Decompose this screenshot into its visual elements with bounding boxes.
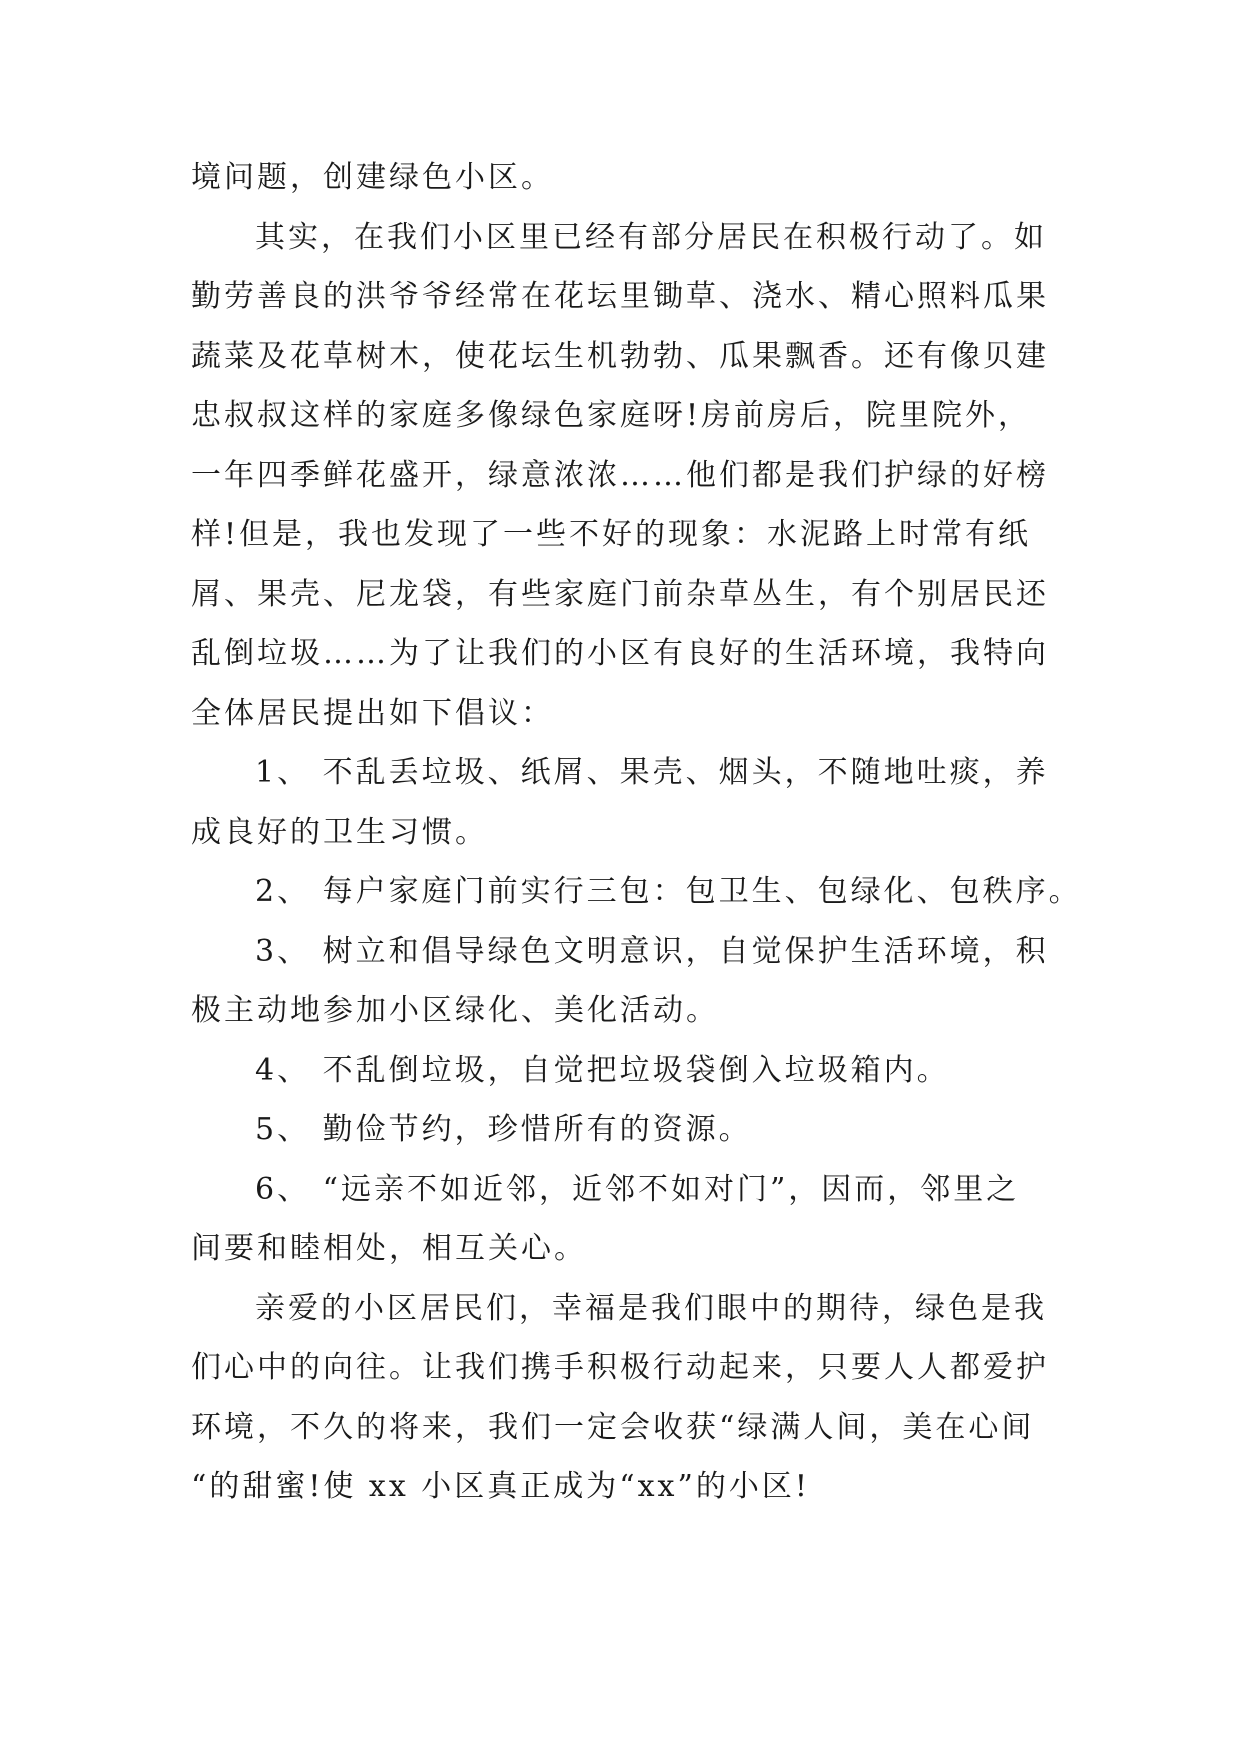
text-line: 屑、果壳、尼龙袋，有些家庭门前杂草丛生，有个别居民还 bbox=[191, 576, 1049, 612]
text-line: 们心中的向往。让我们携手积极行动起来，只要人人都爱护 bbox=[191, 1350, 1049, 1385]
text-line: 境问题，创建绿色小区。 bbox=[191, 160, 554, 195]
text-line: 乱倒垃圾……为了让我们的小区有良好的生活环境，我特向 bbox=[191, 636, 1049, 671]
list-item-1: 1、 不乱丢垃圾、纸屑、果壳、烟头，不随地吐痰，养 bbox=[255, 755, 1049, 790]
text-line: 成良好的卫生习惯。 bbox=[191, 814, 488, 850]
text-line: 环境，不久的将来，我们一定会收获“绿满人间，美在心间 bbox=[191, 1409, 1035, 1445]
list-item-6: 6、 “远亲不如近邻，近邻不如对门”，因而，邻里之 bbox=[255, 1171, 1020, 1207]
text-line: 一年四季鲜花盛开，绿意浓浓……他们都是我们护绿的好榜 bbox=[191, 457, 1049, 493]
list-item-4: 4、 不乱倒垃圾，自觉把垃圾袋倒入垃圾箱内。 bbox=[255, 1052, 950, 1088]
text-line: 全体居民提出如下倡议： bbox=[191, 695, 554, 731]
text-line: 其实，在我们小区里已经有部分居民在积极行动了。如 bbox=[255, 219, 1047, 255]
text-line: 样!但是，我也发现了一些不好的现象：水泥路上时常有纸 bbox=[191, 517, 1032, 552]
text-line: 忠叔叔这样的家庭多像绿色家庭呀!房前房后，院里院外， bbox=[191, 398, 1032, 433]
text-line: 蔬菜及花草树木，使花坛生机勃勃、瓜果飘香。还有像贝建 bbox=[191, 338, 1049, 374]
closing-paragraph: 亲爱的小区居民们，幸福是我们眼中的期待，绿色是我 bbox=[255, 1290, 1047, 1326]
list-item-3: 3、 树立和倡导绿色文明意识，自觉保护生活环境，积 bbox=[255, 933, 1049, 969]
text-line: “的甜蜜!使 xx 小区真正成为“xx”的小区! bbox=[191, 1469, 810, 1504]
text-line: 间要和睦相处，相互关心。 bbox=[191, 1231, 587, 1266]
list-item-5: 5、 勤俭节约，珍惜所有的资源。 bbox=[255, 1112, 752, 1147]
document-body bbox=[191, 158, 1082, 1527]
text-line: 勤劳善良的洪爷爷经常在花坛里锄草、浇水、精心照料瓜果 bbox=[191, 279, 1049, 314]
list-item-2: 2、 每户家庭门前实行三包：包卫生、包绿化、包秩序。 bbox=[255, 874, 1082, 909]
text-line: 极主动地参加小区绿化、美化活动。 bbox=[191, 993, 719, 1028]
